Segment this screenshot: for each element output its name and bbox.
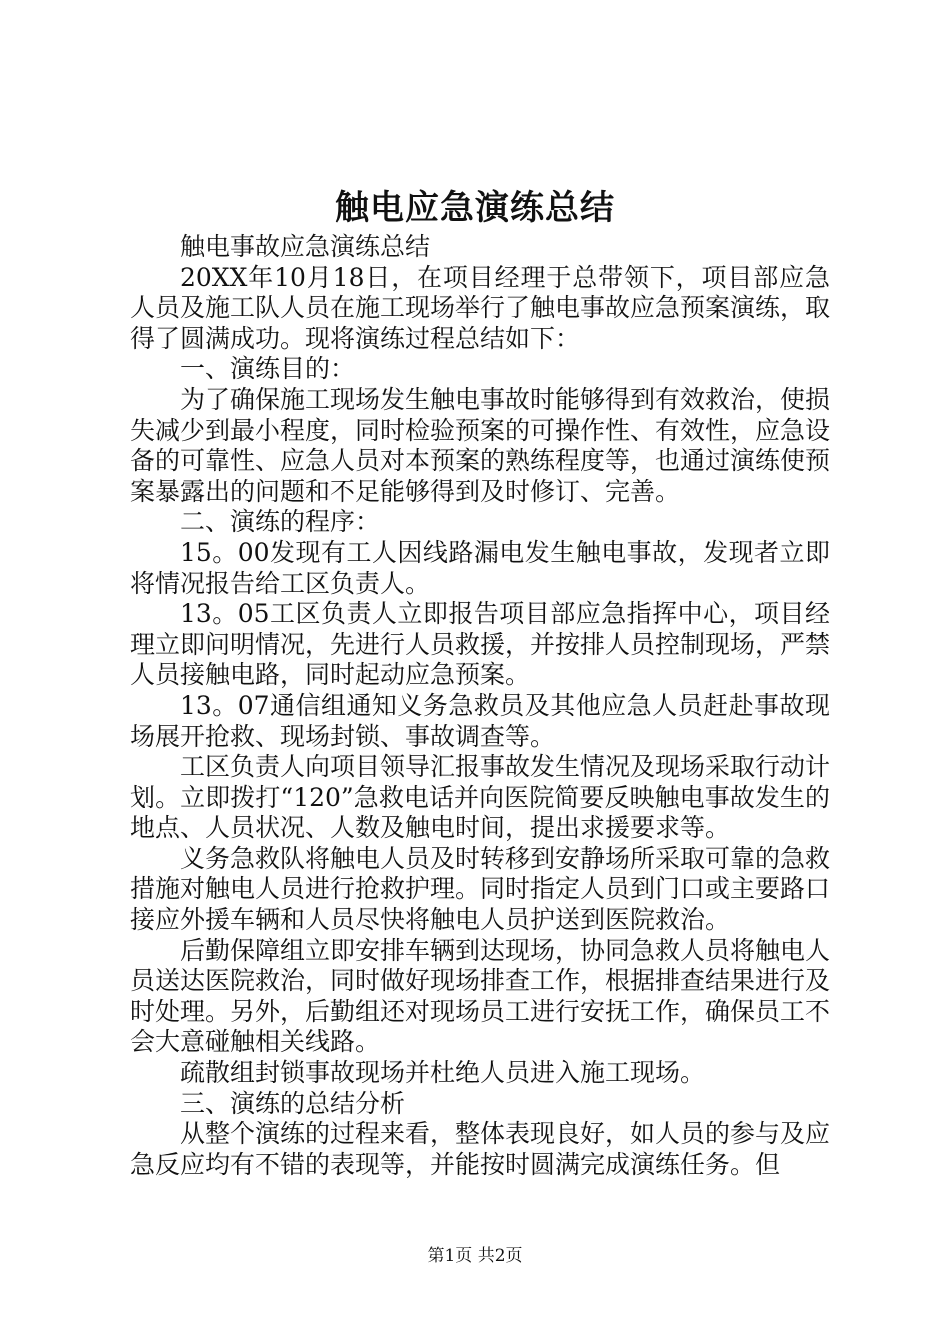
paragraph-purpose: 为了确保施工现场发生触电事故时能够得到有效救治，使损失减少到最小程度，同时检验预案的可操作性、有效性，应急设备的可靠性、应急人员对本预案的熟练程度等，也通过演练使预案暴露出的问题和不足能够得到及时修订、完善。 (130, 384, 831, 506)
paragraph-analysis: 从整个演练的过程来看，整体表现良好，如人员的参与及应急反应均有不错的表现等，并能按时圆满完成演练任务。但 (130, 1119, 831, 1179)
paragraph-evacuation-team: 疏散组封锁事故现场并杜绝人员进入施工现场。 (180, 1058, 706, 1088)
paragraph-subtitle: 触电事故应急演练总结 (180, 232, 431, 261)
paragraph-procedure-1305: 13。05工区负责人立即报告项目部应急指挥中心，项目经理立即问明情况，先进行人员救援，并按排人员控制现场，严禁人员接触电路，同时起动应急预案。 (130, 599, 831, 690)
section-heading-procedure: 二、演练的程序： (180, 507, 381, 537)
paragraph-intro: 20XX年10月18日，在项目经理于总带领下，项目部应急人员及施工队人员在施工现场举行了触电事故应急预案演练，取得了圆满成功。现将演练过程总结如下： (130, 262, 831, 353)
section-heading-purpose: 一、演练目的： (180, 354, 356, 384)
section-heading-analysis: 三、演练的总结分析 (180, 1088, 406, 1118)
paragraph-first-aid-team: 义务急救队将触电人员及时转移到安静场所采取可靠的急救措施对触电人员进行抢救护理。同时指定人员到门口或主要路口接应外援车辆和人员尽快将触电人员护送到医院救治。 (130, 843, 831, 935)
paragraph-logistics-team: 后勤保障组立即安排车辆到达现场，协同急救人员将触电人员送达医院救治，同时做好现场排查工作，根据排查结果进行及时处理。另外，后勤组还对现场员工进行安抚工作，确保员工不会大意碰触相关线路。 (130, 935, 831, 1057)
paragraph-procedure-1500: 15。00发现有工人因线路漏电发生触电事故，发现者立即将情况报告给工区负责人。 (130, 537, 830, 598)
document-title: 触电应急演练总结 (335, 188, 615, 228)
paragraph-procedure-1307: 13。07通信组通知义务急救员及其他应急人员赶赴事故现场展开抢救、现场封锁、事故调查等。 (130, 690, 830, 751)
page-number-footer: 第1页 共2页 (427, 1246, 523, 1266)
paragraph-report-leadership: 工区负责人向项目领导汇报事故发生情况及现场采取行动计划。立即拨打“120”急救电话并向医院简要反映触电事故发生的地点、人员状况、人数及触电时间，提出求援要求等。 (130, 752, 831, 843)
document-body (130, 232, 830, 1180)
